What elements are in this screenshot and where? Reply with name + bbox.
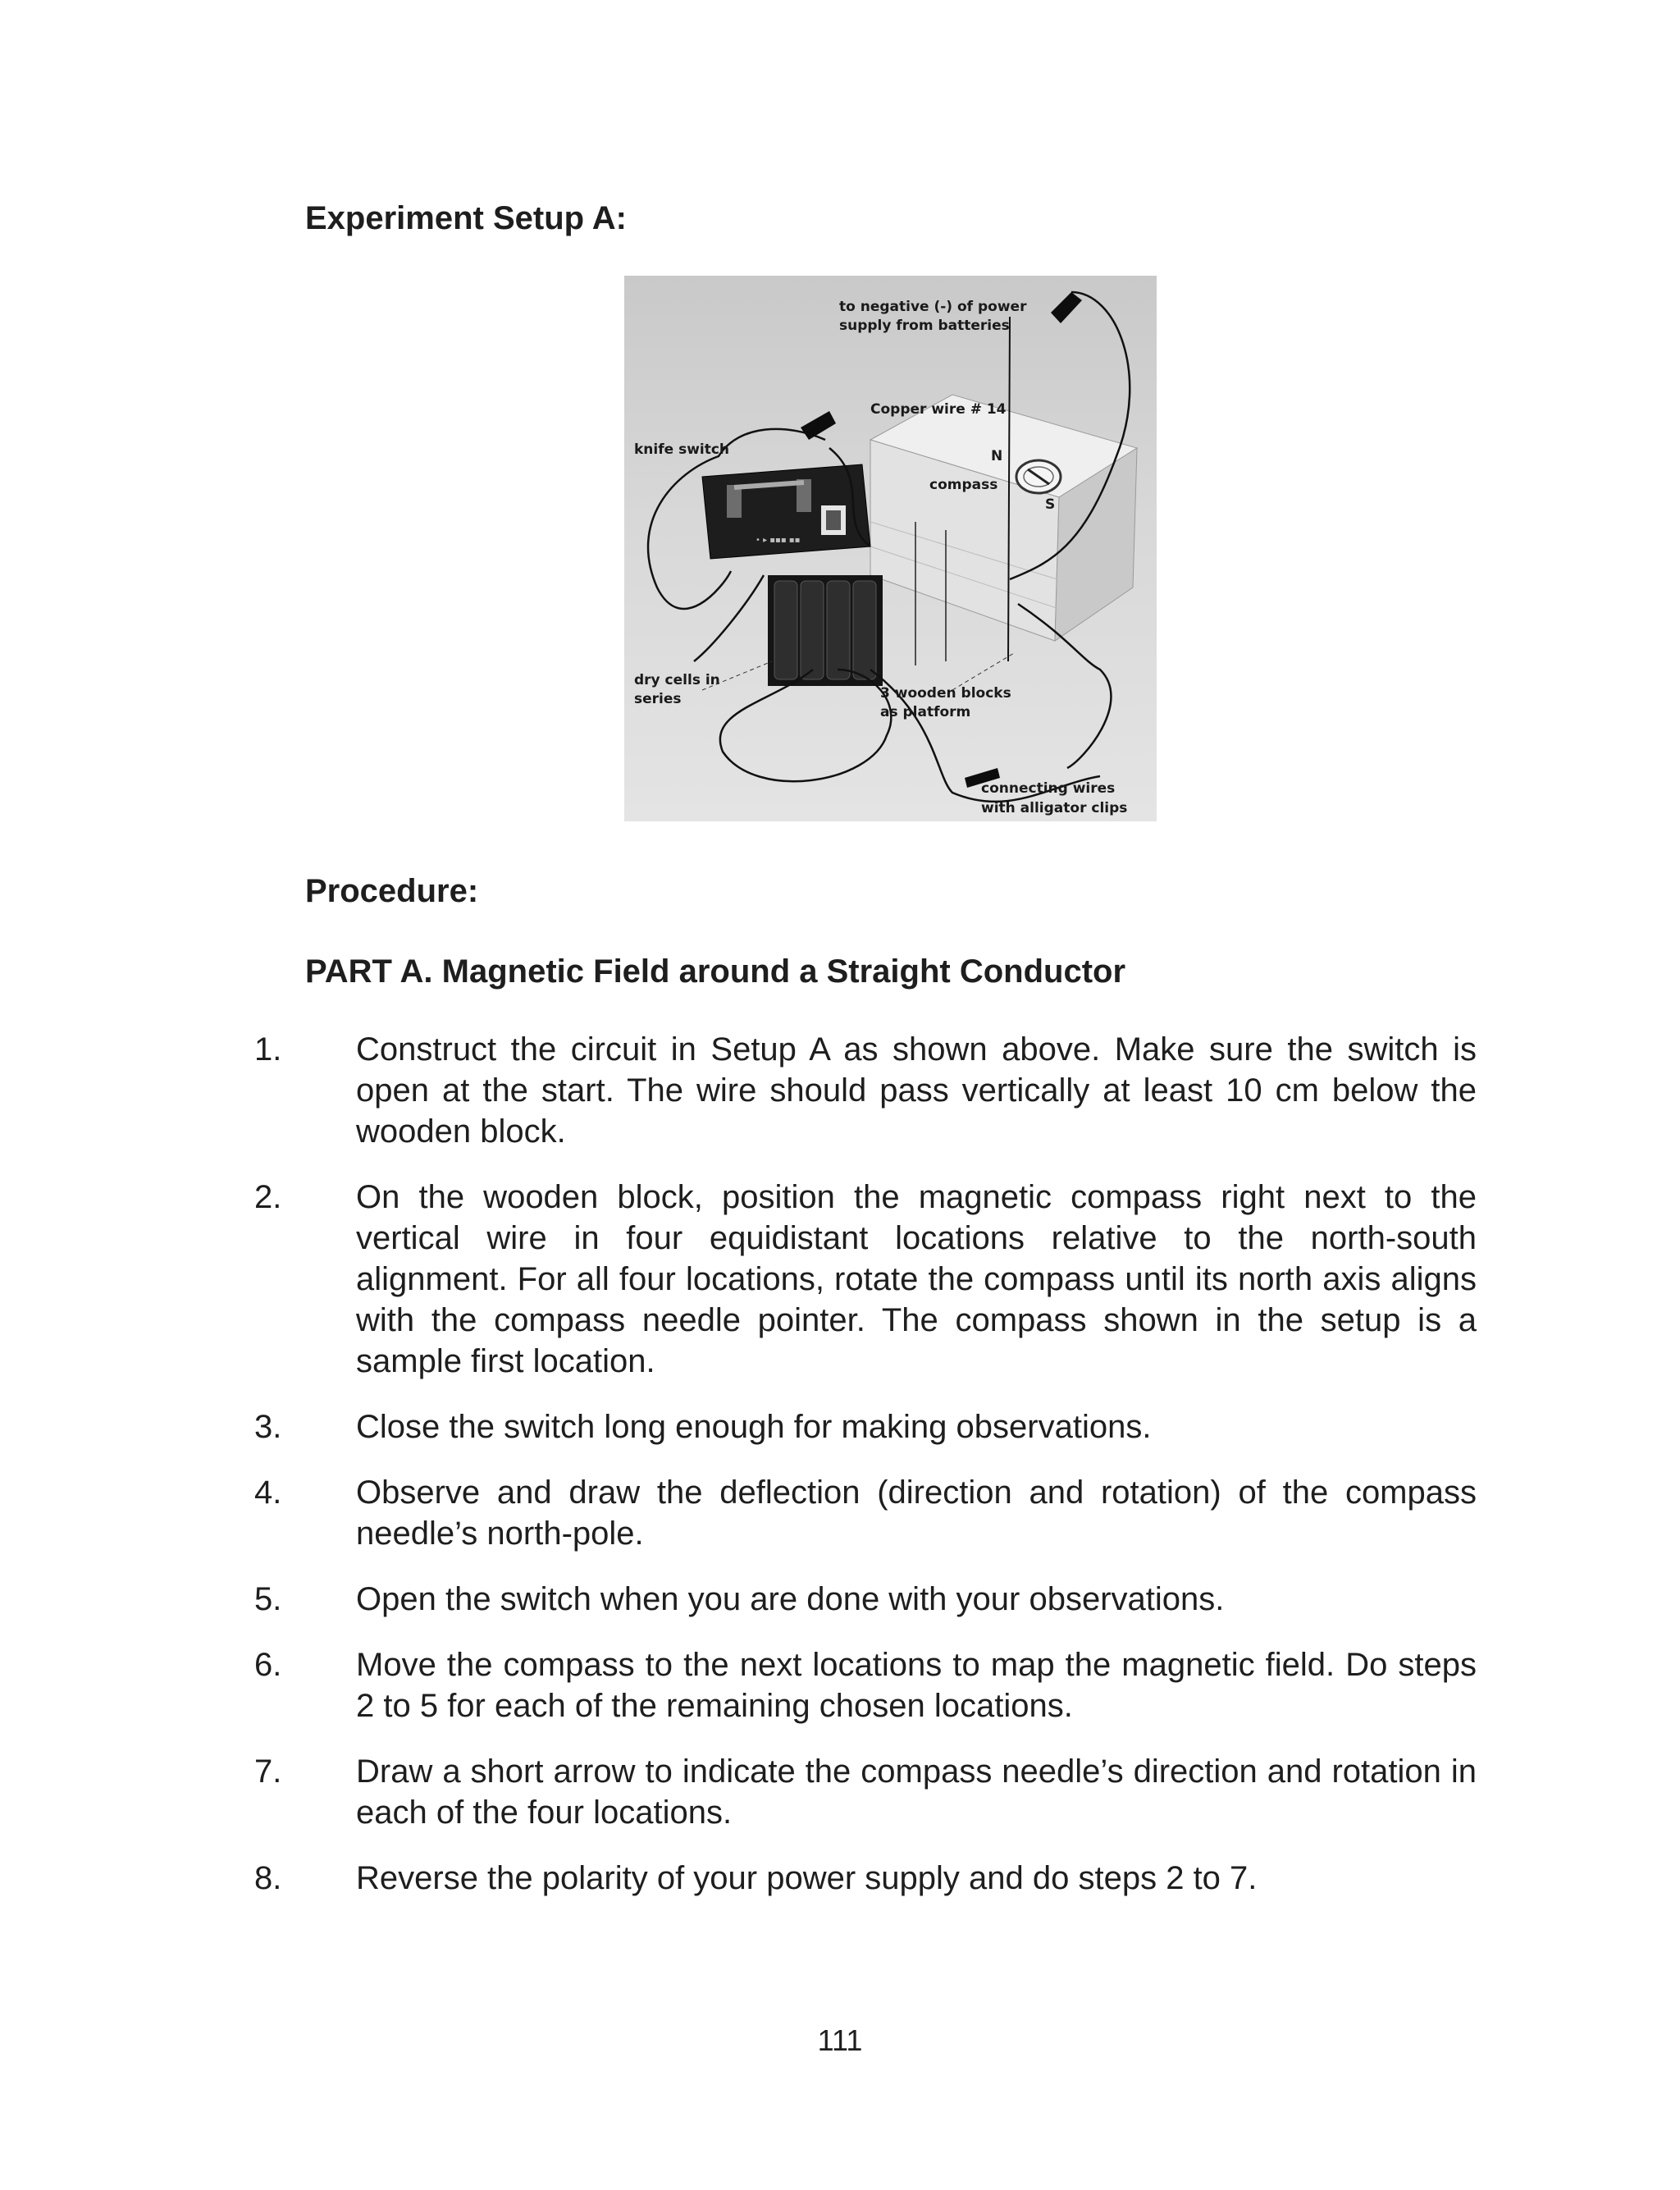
- step-item: [254, 1644, 1477, 1726]
- label-south: S: [1045, 496, 1056, 513]
- label-compass: compass: [929, 477, 998, 493]
- step-item: [254, 1858, 1477, 1899]
- setup-heading: Experiment Setup A:: [305, 200, 627, 236]
- step-item: [254, 1579, 1477, 1620]
- page-number: 111: [817, 2023, 863, 2057]
- label-power-line1: to negative (-) of power: [839, 299, 1027, 315]
- label-dry-cells-line1: dry cells in: [634, 672, 720, 688]
- label-blocks-line2: as platform: [880, 704, 971, 720]
- step-number: 5.: [254, 1581, 282, 1617]
- step-item: [254, 1029, 1477, 1152]
- label-blocks-line1: 3 wooden blocks: [880, 685, 1011, 702]
- procedure-steps: [254, 1029, 1477, 1923]
- label-copper-wire: Copper wire # 14: [870, 401, 1007, 418]
- step-number: 4.: [254, 1474, 282, 1511]
- procedure-heading: Procedure:: [305, 873, 479, 909]
- step-text: Move the compass to the next locations to map the magnetic field. Do steps 2 to 5 for each of the remaining chosen locations.: [356, 1647, 1477, 1724]
- label-power-line2: supply from batteries: [839, 318, 1010, 334]
- step-text: Draw a short arrow to indicate the compass needle’s direction and rotation in each of the four locations.: [356, 1753, 1477, 1831]
- step-text: Close the switch long enough for making observations.: [356, 1409, 1152, 1445]
- knife-switch: [702, 464, 870, 559]
- step-item: [254, 1751, 1477, 1833]
- label-north: N: [991, 448, 1003, 464]
- setup-photo-graphic: [624, 276, 1157, 821]
- label-knife-switch: knife switch: [634, 441, 730, 458]
- step-text: Construct the circuit in Setup A as shown above. Make sure the switch is open at the start. The wire should pass vertically at least 10 cm below the wooden block.: [356, 1031, 1477, 1150]
- step-number: 1.: [254, 1031, 282, 1068]
- label-wires-line1: connecting wires: [981, 780, 1116, 797]
- label-dry-cells-line2: series: [634, 691, 682, 707]
- step-number: 6.: [254, 1647, 282, 1683]
- step-number: 2.: [254, 1179, 282, 1215]
- step-number: 3.: [254, 1409, 282, 1445]
- step-number: 8.: [254, 1860, 282, 1896]
- step-text: On the wooden block, position the magnetic compass right next to the vertical wire in four equidistant locations relative to the north-south alignment. For all four locations, rotate the compass until its north axis aligns with the compass needle pointer. The compass shown in the setup is a sample first location.: [356, 1179, 1477, 1379]
- step-text: Observe and draw the deflection (direction and rotation) of the compass needle’s north-pole.: [356, 1474, 1477, 1552]
- step-item: [254, 1177, 1477, 1382]
- step-text: Reverse the polarity of your power supply and do steps 2 to 7.: [356, 1860, 1258, 1896]
- setup-photo: [624, 276, 1157, 821]
- step-number: 7.: [254, 1753, 282, 1790]
- switch-brand-mark: • ▸ ▪▪▪ ▪▪: [756, 536, 801, 545]
- dry-cells: [768, 575, 883, 686]
- label-wires-line2: with alligator clips: [981, 800, 1128, 816]
- step-text: Open the switch when you are done with your observations.: [356, 1581, 1225, 1617]
- step-item: [254, 1406, 1477, 1447]
- compass-icon: [1016, 460, 1061, 493]
- step-item: [254, 1472, 1477, 1554]
- part-a-heading: PART A. Magnetic Field around a Straight Conductor: [305, 953, 1126, 990]
